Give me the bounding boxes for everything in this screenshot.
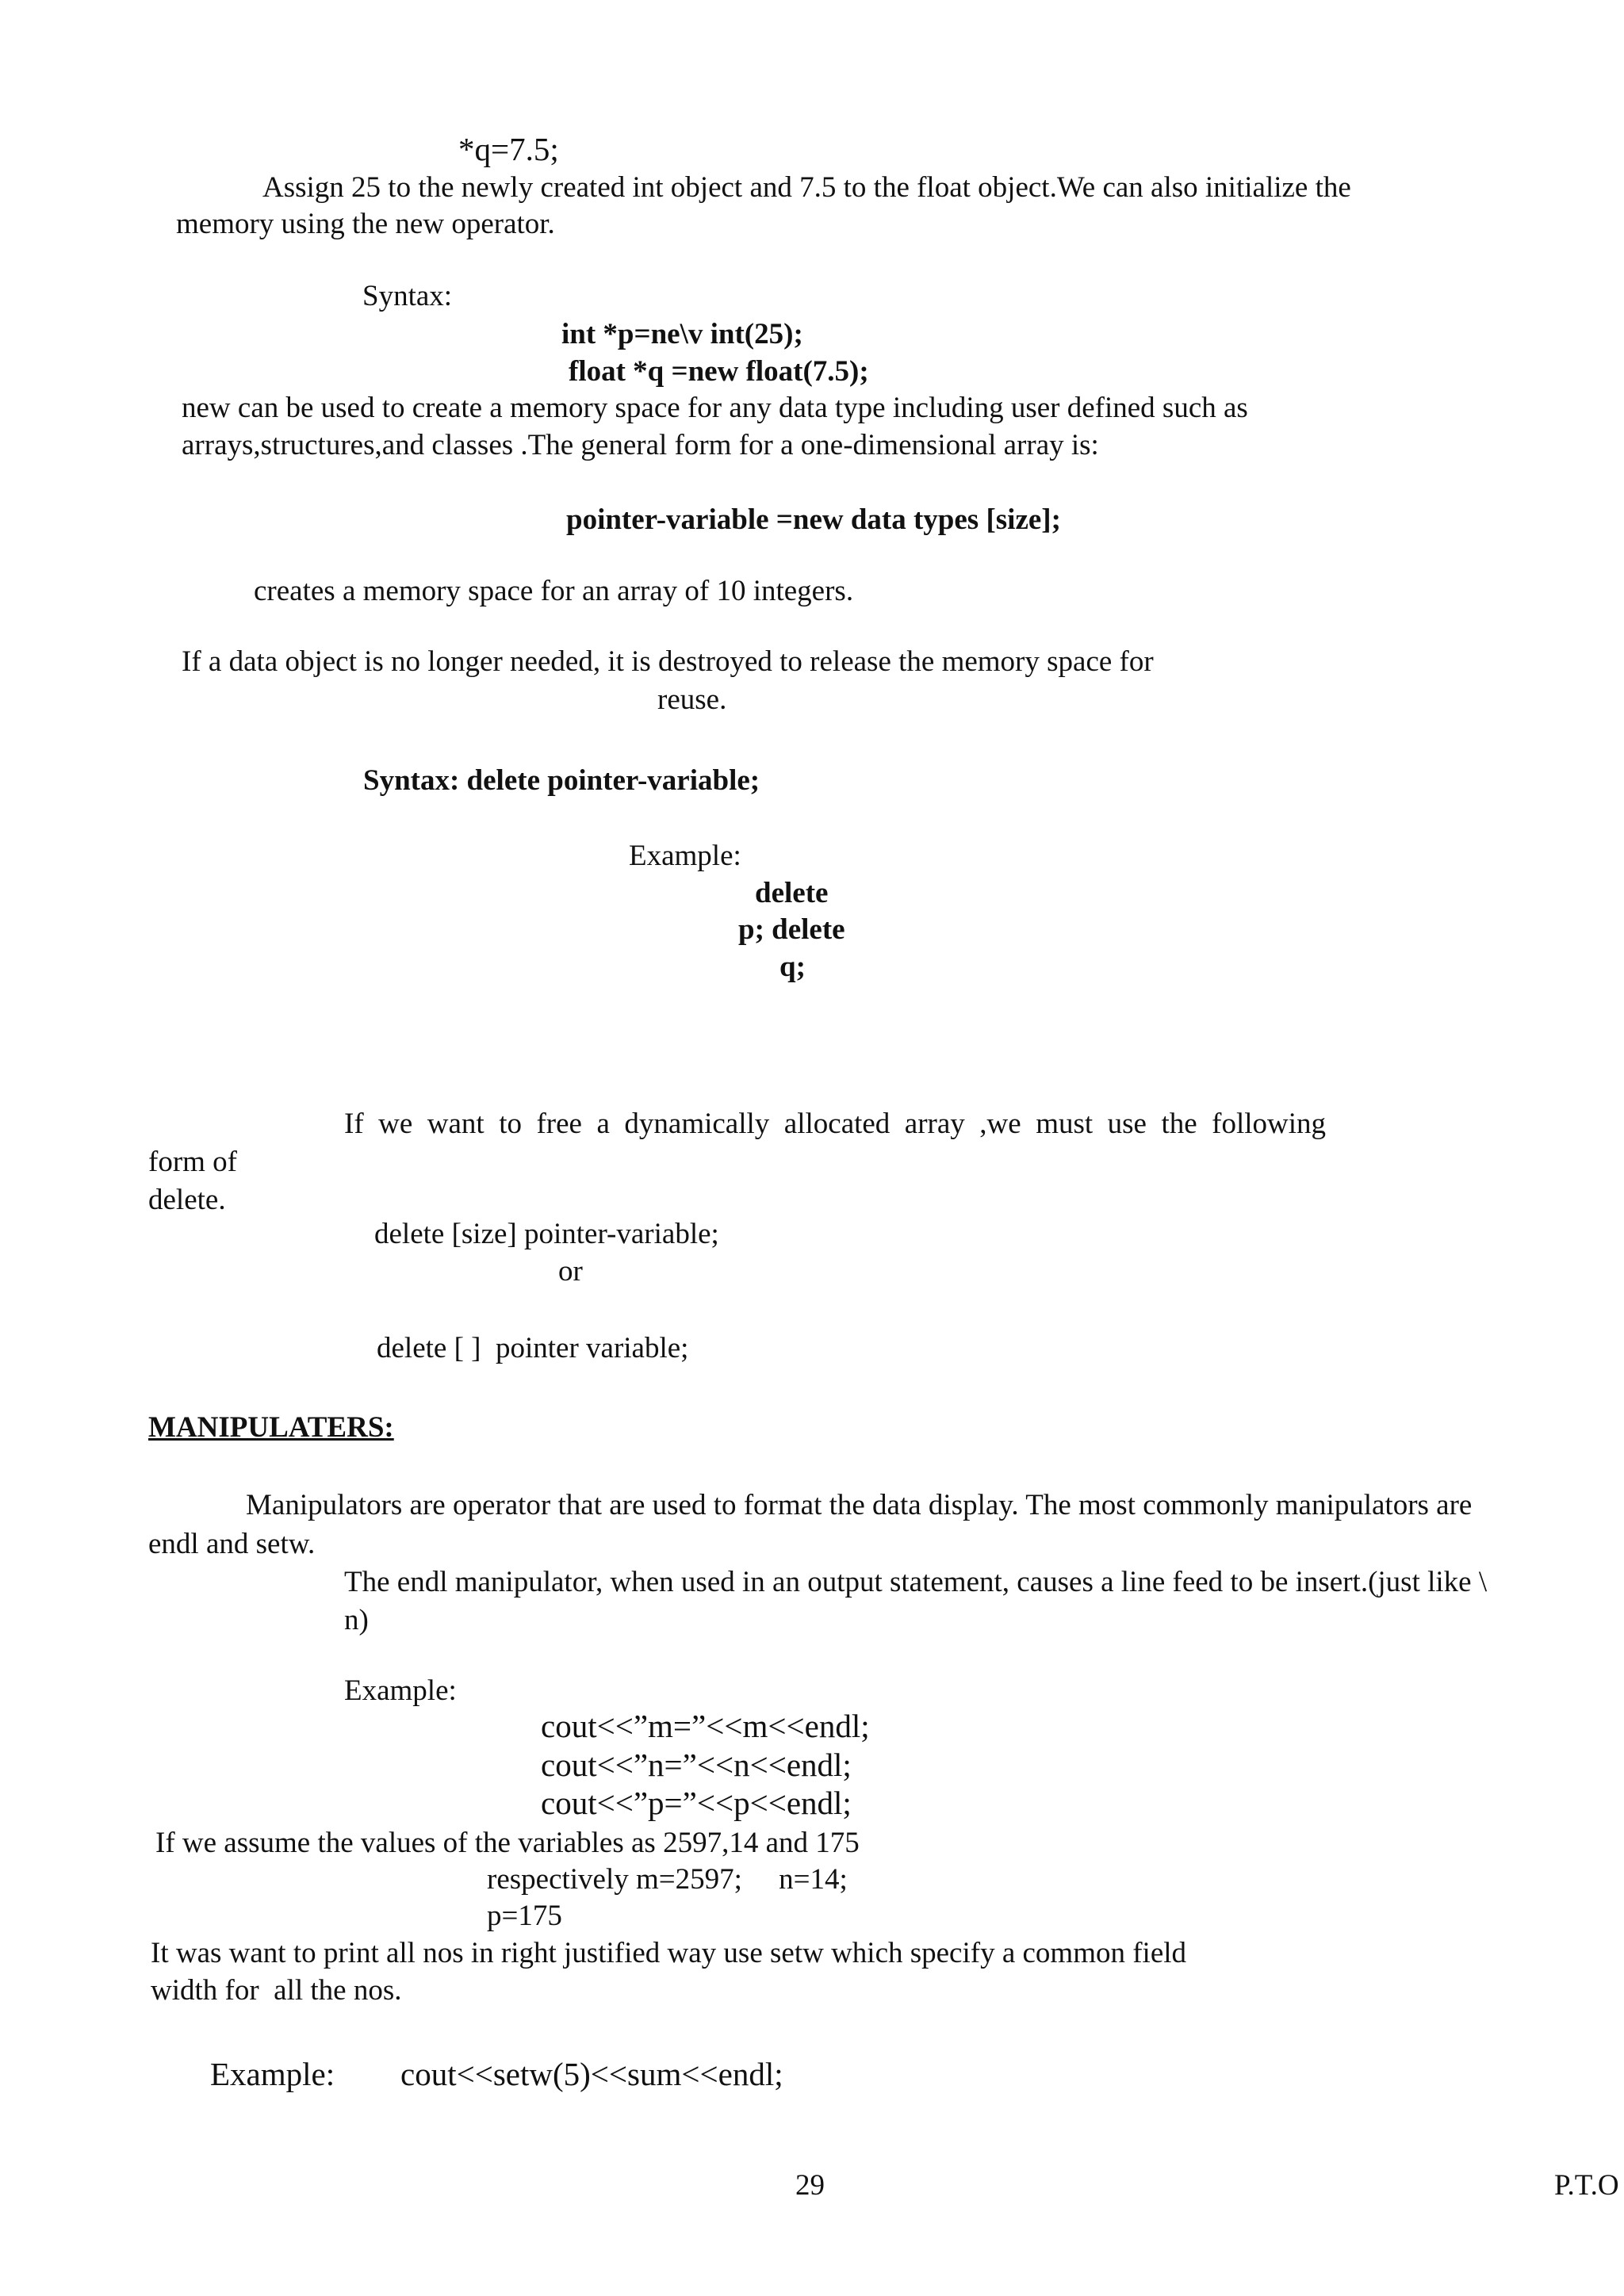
paragraph-line: endl and setw. bbox=[148, 1528, 316, 1560]
code-line: *q=7.5; bbox=[458, 131, 559, 167]
paragraph-line: p=175 bbox=[487, 1900, 562, 1932]
code-line: pointer-variable =new data types [size]; bbox=[566, 503, 1061, 536]
example-label: Example: bbox=[344, 1674, 457, 1707]
paragraph-line: Manipulators are operator that are used to format the data display. The most commonly manipulators are bbox=[246, 1489, 1473, 1521]
syntax-label: Syntax: bbox=[362, 280, 453, 312]
paragraph-line: creates a memory space for an array of 10 integers. bbox=[254, 575, 854, 607]
paragraph-line: Assign 25 to the newly created int object and 7.5 to the float object.We can also initialize the bbox=[262, 171, 1351, 204]
code-line: cout<<”m=”<<m<<endl; bbox=[541, 1708, 870, 1744]
code-line: or bbox=[558, 1255, 583, 1288]
paragraph-line: It was want to print all nos in right justified way use setw which specify a common field bbox=[151, 1937, 1187, 1969]
paragraph-line: width for all the nos. bbox=[151, 1974, 402, 2007]
code-line: cout<<”n=”<<n<<endl; bbox=[541, 1747, 852, 1783]
paragraph-line: respectively m=2597; n=14; bbox=[487, 1863, 848, 1896]
code-line: cout<<setw(5)<<sum<<endl; bbox=[400, 2056, 783, 2092]
paragraph-line: If we want to free a dynamically allocated array ,we must use the following bbox=[344, 1108, 1327, 1140]
code-line: delete [ ] pointer variable; bbox=[377, 1332, 689, 1364]
paragraph-line: form of bbox=[148, 1146, 237, 1178]
paragraph-line: arrays,structures,and classes .The general form for a one-dimensional array is: bbox=[182, 429, 1099, 461]
paragraph-line: If a data object is no longer needed, it is destroyed to release the memory space for bbox=[182, 645, 1154, 678]
syntax-label: Syntax: delete pointer-variable; bbox=[363, 764, 760, 797]
example-label: Example: bbox=[210, 2056, 335, 2092]
code-line: cout<<”p=”<<p<<endl; bbox=[541, 1785, 852, 1821]
paragraph-line: reuse. bbox=[657, 683, 727, 716]
pto-label: P.T.O bbox=[1554, 2169, 1619, 2202]
paragraph-line: n) bbox=[344, 1604, 369, 1636]
section-heading: MANIPULATERS: bbox=[148, 1411, 394, 1444]
paragraph-line: delete. bbox=[148, 1184, 226, 1216]
code-line: p; delete bbox=[738, 913, 845, 946]
example-label: Example: bbox=[629, 840, 741, 872]
paragraph-line: The endl manipulator, when used in an output statement, causes a line feed to be insert.(just like \ bbox=[344, 1566, 1488, 1598]
code-line: delete bbox=[755, 877, 829, 909]
paragraph-line: If we assume the values of the variables as 2597,14 and 175 bbox=[155, 1827, 860, 1859]
code-line: float *q =new float(7.5); bbox=[569, 355, 869, 388]
code-line: q; bbox=[779, 951, 806, 983]
paragraph-line: memory using the new operator. bbox=[176, 208, 555, 240]
paragraph-line: new can be used to create a memory space for any data type including user defined such as bbox=[182, 392, 1248, 424]
code-line: delete [size] pointer-variable; bbox=[374, 1218, 719, 1250]
code-line: int *p=ne\v int(25); bbox=[561, 318, 803, 350]
page-number: 29 bbox=[795, 2169, 825, 2202]
